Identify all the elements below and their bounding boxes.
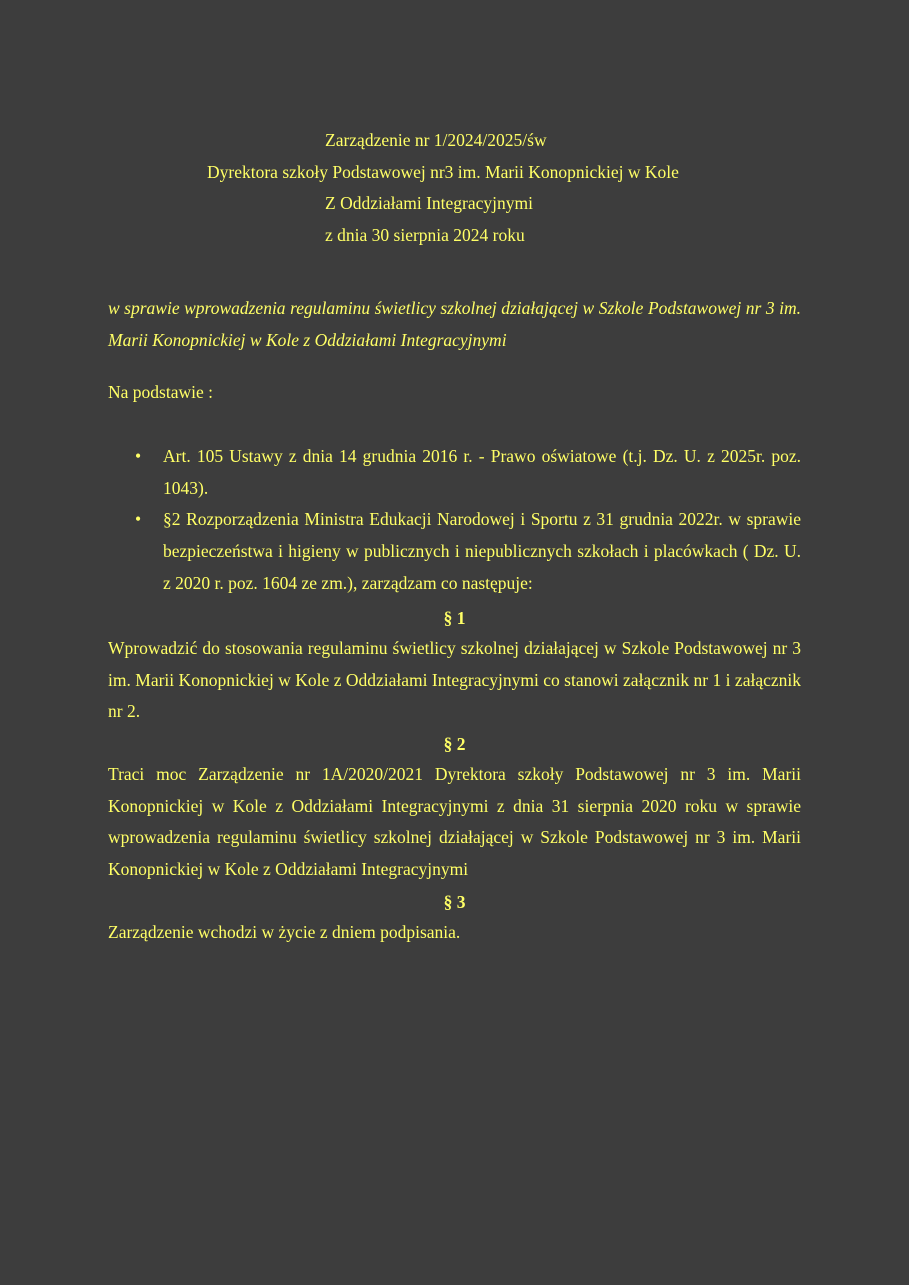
- section-2-text: Traci moc Zarządzenie nr 1A/2020/2021 Dyrektora szkoły Podstawowej nr 3 im. Marii Konopnickiej w Kole z Oddziałami Integracyjnymi z dnia 31 sierpnia 2020 roku w sprawie wprowadzenia regulaminu świetlicy szkolnej działającej w Szkole Podstawowej nr 3 im. Marii Konopnickiej w Kole z Oddziałami Integracyjnymi: [108, 764, 801, 880]
- legal-basis-item-text: Art. 105 Ustawy z dnia 14 grudnia 2016 r. - Prawo oświatowe (t.j. Dz. U. z 2025r. poz. 1043).: [163, 446, 801, 498]
- section-2-heading: § 2: [443, 734, 466, 754]
- legal-basis-intro: Na podstawie :: [108, 382, 213, 402]
- section-1-heading: § 1: [443, 608, 466, 628]
- ordinance-issuer: Dyrektora szkoły Podstawowej nr3 im. Marii Konopnickiej w Kole: [207, 162, 679, 182]
- ordinance-issuer-suffix: Z Oddziałami Integracyjnymi: [325, 193, 533, 213]
- section-1-text: Wprowadzić do stosowania regulaminu świetlicy szkolnej działającej w Szkole Podstawowej nr 3 im. Marii Konopnickiej w Kole z Oddziałami Integracyjnymi co stanowi załącznik nr 1 i załącznik nr 2.: [108, 638, 801, 722]
- legal-basis-list: [108, 441, 801, 600]
- legal-basis-item: [108, 504, 801, 599]
- ordinance-date: z dnia 30 sierpnia 2024 roku: [325, 225, 525, 245]
- section-3-text: Zarządzenie wchodzi w życie z dniem podpisania.: [108, 922, 461, 942]
- bullet-icon: •: [135, 446, 142, 466]
- legal-basis-item-text: §2 Rozporządzenia Ministra Edukacji Narodowej i Sportu z 31 grudnia 2022r. w sprawie bezpieczeństwa i higieny w publicznych i niepublicznych szkołach i placówkach ( Dz. U. z 2020 r. poz. 1604 ze zm.), zarządzam co następuje:: [163, 509, 801, 593]
- bullet-icon: •: [135, 509, 142, 530]
- ordinance-number: Zarządzenie nr 1/2024/2025/św: [325, 130, 547, 150]
- legal-basis-item: [108, 441, 801, 504]
- ordinance-subject: w sprawie wprowadzenia regulaminu świetlicy szkolnej działającej w Szkole Podstawowej nr 3 im. Marii Konopnickiej w Kole z Oddziałami Integracyjnymi: [108, 298, 801, 350]
- section-3-heading: § 3: [443, 892, 466, 912]
